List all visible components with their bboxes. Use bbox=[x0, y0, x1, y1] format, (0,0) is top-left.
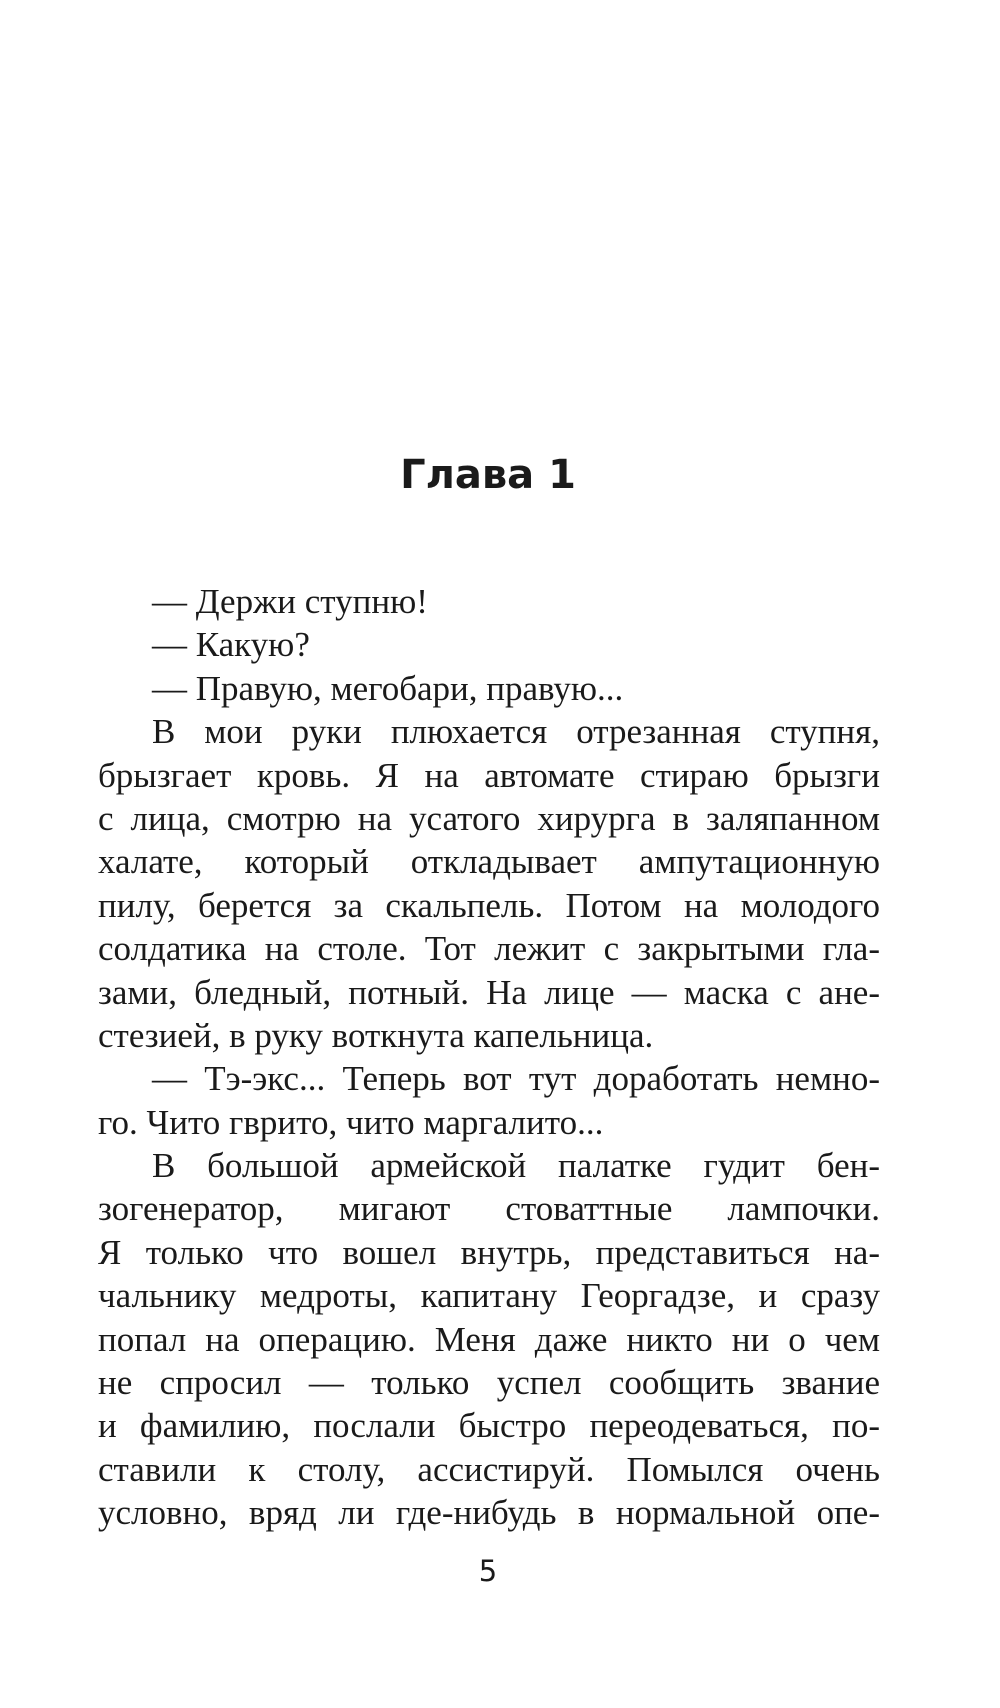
text-line: зами, бледный, потный. На лице — маска с ане- bbox=[98, 972, 880, 1012]
text-line: солдатика на столе. Тот лежит с закрытыми гла- bbox=[98, 929, 880, 969]
text-line: с лица, смотрю на усатого хирурга в заляпанном bbox=[98, 798, 880, 838]
text-line: го. Чито гврито, чито маргалито... bbox=[98, 1102, 604, 1142]
text-line: халате, который откладывает ампутационную bbox=[98, 842, 880, 882]
chapter-body-text bbox=[98, 580, 880, 1535]
text-line: стезией, в руку воткнута капельница. bbox=[98, 1015, 654, 1055]
text-line: попал на операцию. Меня даже никто ни о чем bbox=[98, 1319, 880, 1359]
text-line: чальнику медроты, капитану Георгадзе, и сразу bbox=[98, 1276, 880, 1316]
text-line: В большой армейской палатке гудит бен- bbox=[152, 1146, 880, 1186]
text-line: — Какую? bbox=[152, 625, 310, 665]
text-line: ставили к столу, ассистируй. Помылся очень bbox=[98, 1449, 880, 1489]
text-line: брызгает кровь. Я на автомате стираю брызги bbox=[98, 755, 880, 795]
text-line: Я только что вошел внутрь, представиться на- bbox=[98, 1232, 880, 1272]
text-line: и фамилию, послали быстро переодеваться, по- bbox=[98, 1406, 880, 1446]
text-line: — Тэ-экс... Теперь вот тут доработать немно- bbox=[152, 1059, 880, 1099]
text-line: — Правую, мегобари, правую... bbox=[152, 668, 624, 708]
text-line: не спросил — только успел сообщить звание bbox=[98, 1363, 880, 1403]
chapter-title: Глава 1 bbox=[400, 452, 576, 498]
text-line: пилу, берется за скальпель. Потом на молодого bbox=[98, 885, 880, 925]
text-line: В мои руки плюхается отрезанная ступня, bbox=[152, 712, 880, 752]
page-number: 5 bbox=[478, 1554, 498, 1588]
text-line: условно, вряд ли где-нибудь в нормальной опе- bbox=[98, 1493, 880, 1533]
text-line: зогенератор, мигают стоваттные лампочки. bbox=[98, 1189, 880, 1229]
text-line: — Держи ступню! bbox=[152, 582, 428, 621]
